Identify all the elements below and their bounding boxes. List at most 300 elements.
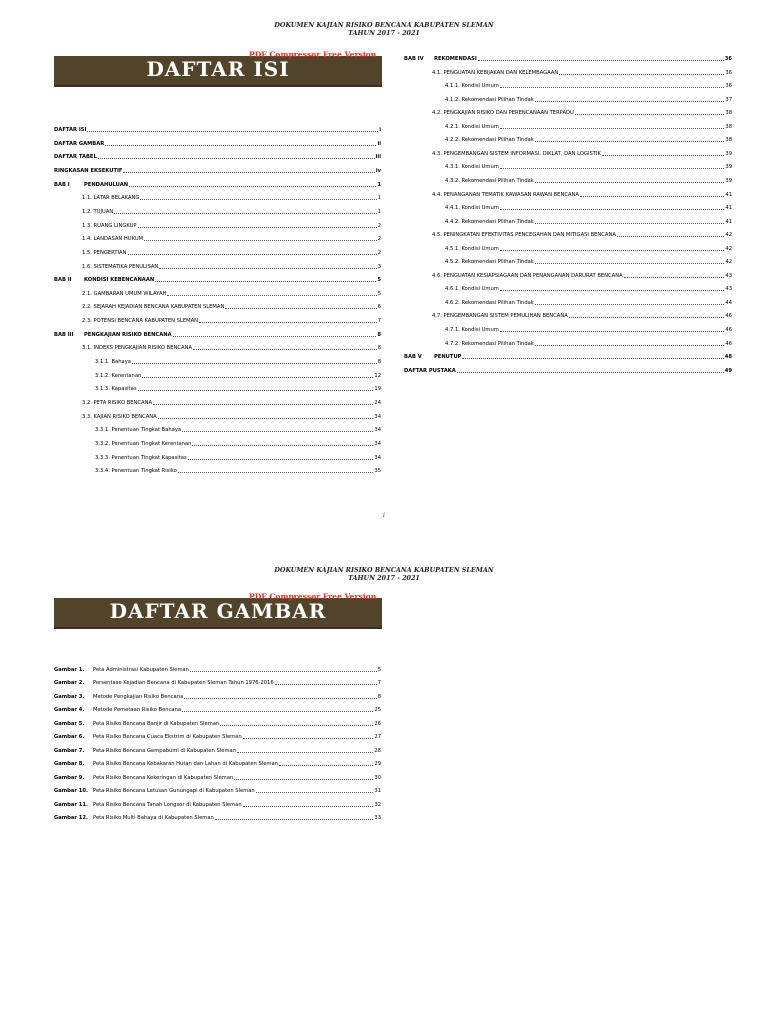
toc-entry[interactable] — [54, 151, 381, 160]
toc-page-number: 34 — [374, 454, 381, 461]
figure-caption: Peta Risiko Bencana Letusan Gunungapi di Kabupaten Sleman — [93, 788, 255, 795]
dot-leader — [140, 198, 376, 200]
toc-entry-text: DAFTAR TABEL — [54, 154, 97, 161]
toc-entry-text: 3.3.1. Penentuan Tingkat Bahaya — [95, 427, 182, 434]
dot-leader — [500, 208, 725, 210]
toc-entry-label — [432, 70, 558, 76]
toc-entry-label — [54, 154, 97, 160]
toc-entry-label — [445, 124, 499, 130]
toc-page-number: 2 — [377, 236, 381, 243]
toc-entry[interactable] — [445, 161, 732, 170]
toc-entry-label — [95, 386, 137, 392]
toc-entry-label — [95, 468, 177, 474]
dot-leader — [500, 127, 725, 129]
toc-entry-label — [95, 455, 187, 461]
dot-leader — [535, 100, 725, 102]
dot-leader — [155, 280, 376, 282]
toc-entry-text: 4.5.2. Rekomendasi Pilihan Tindak — [445, 259, 534, 266]
figure-number: Gambar 4. — [54, 707, 85, 714]
figure-number: Gambar 11. — [54, 801, 88, 808]
toc-entry[interactable] — [82, 315, 381, 324]
toc-entry[interactable] — [95, 452, 381, 461]
toc-page-number: 1 — [377, 195, 381, 202]
toc-entry[interactable] — [82, 301, 381, 310]
toc-entry[interactable] — [82, 411, 381, 420]
toc-page-number: 8 — [377, 359, 381, 366]
toc-entry-text: 4.3.2. Rekomendasi Pilihan Tindak — [445, 177, 534, 184]
figure-page-number: 31 — [374, 788, 381, 795]
toc-entry-label — [82, 250, 127, 256]
dot-leader — [159, 267, 376, 269]
toc-entry-text: 3.3.4. Penentuan Tingkat Risiko — [95, 468, 177, 475]
dot-leader — [192, 444, 373, 446]
toc-page-number: iv — [375, 167, 381, 174]
toc-page-number: 48 — [724, 354, 732, 361]
toc-page-number: 1 — [377, 181, 381, 188]
figure-caption: Peta Risiko Bencana Kekeringan di Kabupaten Sleman — [93, 774, 234, 781]
figure-caption: Peta Risiko Bencana Cuaca Ekstrim di Kabupaten Sleman — [93, 734, 242, 741]
toc-entry-text: 3.2. PETA RISIKO BENCANA — [82, 400, 153, 406]
toc-page-number: 8 — [377, 331, 381, 338]
toc-entry[interactable] — [82, 220, 381, 229]
figure-entry[interactable] — [54, 664, 381, 673]
document-header-page2 — [0, 566, 768, 582]
toc-entry-label — [95, 441, 191, 447]
toc-page-number: 46 — [725, 313, 732, 320]
toc-page-number: 36 — [724, 56, 732, 62]
toc-page-number: ii — [377, 140, 381, 147]
dot-leader — [114, 212, 376, 214]
toc-page-number: 34 — [374, 440, 381, 447]
toc-entry-text: DAFTAR GAMBAR — [54, 140, 105, 147]
toc-entry-text: 1.6. SISTEMATIKA PENULISAN — [82, 263, 159, 270]
toc-page-number: 41 — [725, 218, 732, 225]
dot-leader — [138, 226, 377, 228]
figure-entry[interactable] — [54, 704, 381, 713]
dot-leader — [457, 371, 724, 373]
toc-entry[interactable] — [445, 175, 732, 184]
figure-page-number: 30 — [374, 774, 381, 781]
dot-leader — [184, 697, 377, 699]
toc-entry-label — [82, 236, 143, 242]
header-year: TAHUN 2017 - 2021 — [348, 29, 420, 37]
toc-page-number: 46 — [725, 327, 732, 333]
toc-page-number: 37 — [725, 96, 732, 103]
toc-entry[interactable] — [445, 243, 732, 252]
toc-entry-text: 3.3. KAJIAN RISIKO BENCANA — [82, 413, 157, 420]
toc-entry[interactable] — [445, 324, 732, 333]
dot-leader — [535, 262, 725, 264]
toc-entry-text: 4.5.1. Kondisi Umum — [445, 245, 499, 252]
document-header — [0, 21, 768, 37]
toc-entry[interactable] — [445, 216, 732, 225]
dot-leader — [243, 737, 374, 739]
figure-page-number: 27 — [374, 734, 381, 741]
dot-leader — [559, 73, 724, 75]
page-title-gambar: DAFTAR GAMBAR — [109, 599, 327, 623]
dot-leader — [478, 59, 724, 61]
toc-entry-text: 4.4. PENANGANAN TEMATIK KAWASAN RAWAN BENCANA — [432, 191, 579, 198]
toc-page-number: i — [379, 127, 381, 133]
toc-entry[interactable] — [432, 310, 732, 319]
figure-page-number: 32 — [374, 801, 381, 808]
dot-leader — [535, 181, 725, 183]
toc-entry-text: 4.6.2. Rekomendasi Pilihan Tindak — [445, 299, 534, 306]
toc-entry-label — [95, 427, 181, 433]
toc-entry-label — [82, 195, 139, 201]
dot-leader — [225, 307, 376, 309]
toc-entry-label — [445, 97, 534, 103]
toc-page-number: 38 — [725, 110, 732, 117]
dot-leader — [138, 389, 374, 391]
toc-entry[interactable] — [82, 342, 381, 351]
toc-entry-text: DAFTAR ISI — [54, 127, 87, 133]
dot-leader — [275, 683, 377, 685]
toc-page-number: 5 — [377, 277, 381, 284]
dot-leader — [237, 751, 373, 753]
dot-leader — [193, 348, 377, 350]
toc-page-number: 36 — [725, 83, 732, 90]
toc-entry-text: 1.3. RUANG LINGKUP — [82, 222, 137, 229]
toc-entry[interactable] — [445, 94, 732, 103]
toc-entry[interactable] — [445, 338, 732, 347]
toc-entry-text: PENUTUP — [434, 354, 462, 361]
toc-entry[interactable] — [432, 189, 732, 198]
toc-chapter-code: BAB II — [54, 277, 72, 284]
toc-page-number: 24 — [374, 400, 381, 406]
toc-chapter-code: BAB I — [54, 181, 70, 188]
toc-page-number: 19 — [374, 386, 381, 393]
toc-entry[interactable] — [95, 424, 381, 433]
toc-entry-text: 4.1.1. Kondisi Umum — [445, 83, 499, 90]
toc-entry[interactable] — [432, 270, 732, 279]
toc-entry-label — [82, 400, 152, 406]
figure-number: Gambar 10. — [54, 788, 88, 795]
toc-entry-text: 4.6. PENGUATAN KESIAPSIAGAAN DAN PENANGANAN DARURAT BENCANA — [432, 272, 623, 279]
toc-entry-label — [82, 291, 166, 297]
toc-entry[interactable] — [432, 148, 732, 157]
dot-leader — [144, 239, 377, 241]
dot-leader — [129, 185, 376, 187]
toc-entry[interactable] — [54, 124, 381, 133]
figure-number: Gambar 12. — [54, 814, 88, 821]
toc-page-number: 39 — [725, 177, 732, 184]
figure-entry[interactable] — [54, 758, 381, 767]
toc-entry[interactable] — [404, 351, 732, 360]
toc-page-number: 2 — [377, 222, 381, 229]
dot-leader — [535, 303, 725, 305]
figure-page-number: 26 — [374, 720, 381, 727]
toc-page-number: 5 — [377, 290, 381, 297]
toc-page-number: 43 — [725, 272, 732, 279]
toc-entry-label — [54, 182, 128, 188]
toc-entry-label — [54, 141, 104, 147]
toc-entry-text: 3.3.3. Penentuan Tingkat Kapasitas — [95, 454, 187, 461]
toc-entry[interactable] — [95, 356, 381, 365]
toc-entry-label — [54, 168, 122, 174]
dot-leader — [98, 157, 375, 159]
dot-leader — [243, 805, 374, 807]
toc-page-number: 2 — [377, 249, 381, 256]
toc-entry[interactable] — [432, 229, 732, 238]
dot-leader — [575, 113, 725, 115]
toc-page-number: 3 — [377, 263, 381, 270]
toc-entry-label — [432, 151, 601, 157]
toc-entry-text: 4.7.2. Rekomendasi Pilihan Tindak — [445, 340, 534, 347]
page-title: DAFTAR ISI — [146, 57, 290, 81]
toc-entry-label — [445, 259, 534, 265]
figure-caption: Peta Risiko Multi Bahaya di Kabupaten Sleman — [93, 814, 214, 821]
toc-entry[interactable] — [404, 53, 732, 62]
toc-page-number: 39 — [725, 150, 732, 157]
dot-leader — [279, 764, 373, 766]
toc-entry[interactable] — [404, 365, 732, 374]
dot-leader — [132, 362, 377, 364]
toc-entry[interactable] — [54, 274, 381, 283]
toc-entry-label — [432, 313, 568, 319]
toc-entry-label — [54, 277, 154, 283]
figure-number: Gambar 5. — [54, 720, 85, 727]
figure-page-number: 5 — [377, 667, 381, 673]
toc-entry[interactable] — [445, 134, 732, 143]
toc-entry-text: 3.1.1. Bahaya — [95, 359, 131, 366]
toc-entry-label — [432, 273, 623, 279]
dot-leader — [580, 195, 724, 197]
figure-entry[interactable] — [54, 745, 381, 754]
figure-entry[interactable] — [54, 677, 381, 686]
toc-entry-text: 4.1. PENGUATAN KEBIJAKAN DAN KELEMBAGAAN — [432, 69, 559, 76]
toc-page-number: 42 — [725, 232, 732, 239]
dot-leader — [173, 335, 377, 337]
toc-entry[interactable] — [95, 465, 381, 474]
dot-leader — [182, 710, 373, 712]
figure-page-number: 25 — [374, 707, 381, 714]
toc-page-number: 39 — [725, 164, 732, 171]
toc-entry-label — [445, 205, 499, 211]
toc-entry[interactable] — [445, 283, 732, 292]
toc-entry-text: 2.1. GAMBARAN UMUM WILAYAH — [82, 290, 167, 297]
toc-entry[interactable] — [82, 247, 381, 256]
dot-leader — [500, 330, 725, 332]
figure-entry[interactable] — [54, 785, 381, 794]
figure-page-number: 7 — [377, 680, 381, 687]
watermark: PDF Compressor Free Version — [249, 50, 377, 59]
toc-entry-text: 4.1.2. Rekomendasi Pilihan Tindak — [445, 96, 534, 103]
toc-entry-text: 4.7. PENGEMBANGAN SISTEM PEMULIHAN BENCANA — [432, 313, 568, 320]
toc-page-number: iii — [375, 154, 381, 161]
toc-entry-label — [432, 110, 574, 116]
toc-entry-text: DAFTAR PUSTAKA — [404, 367, 456, 374]
toc-entry[interactable] — [82, 261, 381, 270]
figure-caption: Metode Pemetaan Risiko Bencana — [93, 707, 182, 714]
toc-entry[interactable] — [54, 138, 381, 147]
figure-caption: Peta Risiko Bencana Gempabumi di Kabupaten Sleman — [93, 747, 237, 754]
figure-caption: Metode Pengkajian Risiko Bencana — [93, 693, 184, 700]
toc-page-number: 46 — [725, 340, 732, 347]
dot-leader — [256, 791, 374, 793]
toc-entry-label — [82, 209, 113, 215]
toc-page-number: 42 — [725, 259, 732, 266]
toc-entry-label — [445, 327, 499, 333]
dot-leader — [123, 171, 374, 173]
figure-caption: Peta Risiko Bencana Tanah Longsor di Kabupaten Sleman — [93, 801, 242, 808]
toc-entry-text: 4.3.1. Kondisi Umum — [445, 164, 499, 171]
toc-entry-text: RINGKASAN EKSEKUTIF — [54, 167, 123, 174]
figure-page-number: 8 — [377, 693, 381, 700]
toc-entry-label — [404, 56, 477, 62]
toc-entry[interactable] — [82, 192, 381, 201]
toc-entry[interactable] — [432, 107, 732, 116]
figure-caption: Persentase Kejadian Bencana di Kabupaten Sleman Tahun 1976-2016 — [93, 680, 274, 687]
dot-leader — [182, 430, 373, 432]
dot-leader — [128, 253, 377, 255]
dot-leader — [87, 130, 378, 132]
toc-page-number: 49 — [724, 367, 732, 374]
dot-leader — [215, 818, 374, 820]
dot-leader — [500, 249, 725, 251]
toc-entry[interactable] — [82, 397, 381, 406]
figure-entry[interactable] — [54, 731, 381, 740]
dot-leader — [500, 167, 725, 169]
toc-entry-text: 2.2. SEJARAH KEJADIAN BENCANA KABUPATEN SLEMAN — [82, 304, 225, 311]
dot-leader — [617, 235, 724, 237]
toc-entry-text: KONDISI KEBENCANAAN — [84, 277, 155, 284]
toc-entry-label — [445, 83, 499, 89]
toc-entry-text: 3.3.2. Penentuan Tingkat Kerentanan — [95, 440, 192, 447]
toc-entry-label — [54, 127, 86, 133]
toc-entry-text: 4.4.2. Rekomendasi Pilihan Tindak — [445, 218, 534, 225]
toc-page-number: 42 — [725, 245, 732, 252]
figure-caption: Peta Risiko Bencana Kebakaran Hutan dan Lahan di Kabupaten Sleman — [93, 761, 278, 768]
dot-leader — [624, 276, 725, 278]
dot-leader — [142, 376, 373, 378]
figure-entry[interactable] — [54, 812, 381, 821]
toc-entry-label — [445, 164, 499, 170]
dot-leader — [188, 458, 374, 460]
figure-caption: Peta Risiko Bencana Banjir di Kabupaten Sleman — [93, 720, 220, 727]
toc-entry-text: 2.3. POTENSI BENCANA KABUPATEN SLEMAN — [82, 318, 199, 325]
toc-page-number: 34 — [374, 413, 381, 420]
toc-page-number: 43 — [725, 286, 732, 293]
toc-entry-label — [445, 246, 499, 252]
figure-entry[interactable] — [54, 799, 381, 808]
toc-entry[interactable] — [432, 67, 732, 76]
toc-entry-label — [445, 137, 534, 143]
toc-entry[interactable] — [95, 383, 381, 392]
toc-entry-text: 1.1. LATAR BELAKANG — [82, 195, 140, 202]
toc-entry-text: 4.7.1. Kondisi Umum — [445, 327, 499, 333]
toc-entry-text: PENDAHULUAN — [84, 181, 129, 188]
toc-entry[interactable] — [54, 165, 381, 174]
figure-number: Gambar 1. — [54, 667, 85, 673]
toc-entry-label — [445, 341, 534, 347]
header-title: DOKUMEN KAJIAN RISIKO BENCANA KABUPATEN SLEMAN — [274, 21, 494, 29]
toc-page-number: 41 — [725, 205, 732, 212]
toc-entry-label — [82, 264, 158, 270]
toc-chapter-code: BAB V — [404, 354, 422, 361]
dot-leader — [234, 778, 373, 780]
toc-page-number: 6 — [377, 304, 381, 311]
toc-entry-label — [54, 332, 172, 338]
dot-leader — [462, 357, 723, 359]
figure-number: Gambar 9. — [54, 774, 85, 781]
figure-number: Gambar 2. — [54, 680, 85, 687]
dot-leader — [535, 140, 725, 142]
header-year: TAHUN 2017 - 2021 — [348, 574, 420, 582]
toc-entry[interactable] — [445, 80, 732, 89]
toc-entry-label — [82, 414, 157, 420]
toc-entry[interactable] — [54, 329, 381, 338]
toc-entry-label — [445, 286, 499, 292]
toc-entry[interactable] — [445, 121, 732, 130]
toc-chapter-code: BAB III — [54, 331, 74, 338]
toc-entry-label — [445, 178, 534, 184]
dot-leader — [178, 471, 374, 473]
toc-entry[interactable] — [95, 370, 381, 379]
dot-leader — [199, 321, 377, 323]
toc-entry-label — [95, 373, 141, 379]
dot-leader — [220, 724, 373, 726]
toc-entry-label — [82, 345, 192, 351]
toc-entry-text: 4.3. PENGEMBANGAN SISTEM INFORMASI, DIKLAT, DAN LOGISTIK — [432, 150, 601, 157]
toc-entry[interactable] — [445, 256, 732, 265]
toc-page-number: 8 — [377, 345, 381, 352]
toc-entry-label — [445, 219, 534, 225]
toc-entry[interactable] — [445, 297, 732, 306]
toc-entry-text: 4.4.1. Kondisi Umum — [445, 205, 499, 212]
dot-leader — [167, 294, 376, 296]
toc-entry[interactable] — [54, 179, 381, 188]
toc-page-number: 38 — [725, 137, 732, 144]
figure-page-number: 29 — [374, 761, 381, 768]
figure-number: Gambar 3. — [54, 693, 85, 700]
toc-page-number: 12 — [374, 372, 381, 379]
toc-entry-label — [82, 318, 198, 324]
figure-page-number: 28 — [374, 747, 381, 754]
toc-page-number: 38 — [725, 123, 732, 130]
section-banner-daftar-isi — [54, 56, 382, 87]
toc-entry[interactable] — [82, 288, 381, 297]
toc-entry-label — [445, 300, 534, 306]
toc-entry-text: 4.5. PENINGKATAN EFEKTIVITAS PENCEGAHAN DAN MITIGASI BENCANA — [432, 232, 616, 239]
toc-page-number: 34 — [374, 427, 381, 434]
dot-leader — [535, 344, 725, 346]
figure-caption: Peta Administrasi Kabupaten Sleman — [93, 667, 189, 673]
toc-entry-text: REKOMENDASI — [434, 56, 477, 62]
dot-leader — [500, 86, 725, 88]
toc-entry[interactable] — [445, 202, 732, 211]
toc-entry[interactable] — [82, 206, 381, 215]
figure-page-number: 33 — [374, 814, 381, 821]
dot-leader — [500, 289, 725, 291]
toc-entry-label — [404, 354, 461, 360]
figure-entry[interactable] — [54, 718, 381, 727]
toc-entry-label — [95, 359, 131, 365]
toc-page-number: 41 — [725, 191, 732, 198]
dot-leader — [602, 154, 725, 156]
toc-entry[interactable] — [95, 438, 381, 447]
toc-entry-text: 4.2.2. Rekomendasi Pilihan Tindak — [445, 137, 534, 144]
toc-entry-text: 1.5. PENGERTIAN — [82, 249, 127, 256]
watermark-page2: PDF Compressor Free Version — [249, 592, 377, 601]
toc-entry-label — [432, 232, 616, 238]
toc-entry-label — [82, 304, 224, 310]
figure-entry[interactable] — [54, 691, 381, 700]
toc-chapter-code: BAB IV — [404, 56, 424, 62]
toc-entry[interactable] — [82, 233, 381, 242]
toc-entry-text: 4.6.1. Kondisi Umum — [445, 286, 499, 293]
figure-entry[interactable] — [54, 772, 381, 781]
